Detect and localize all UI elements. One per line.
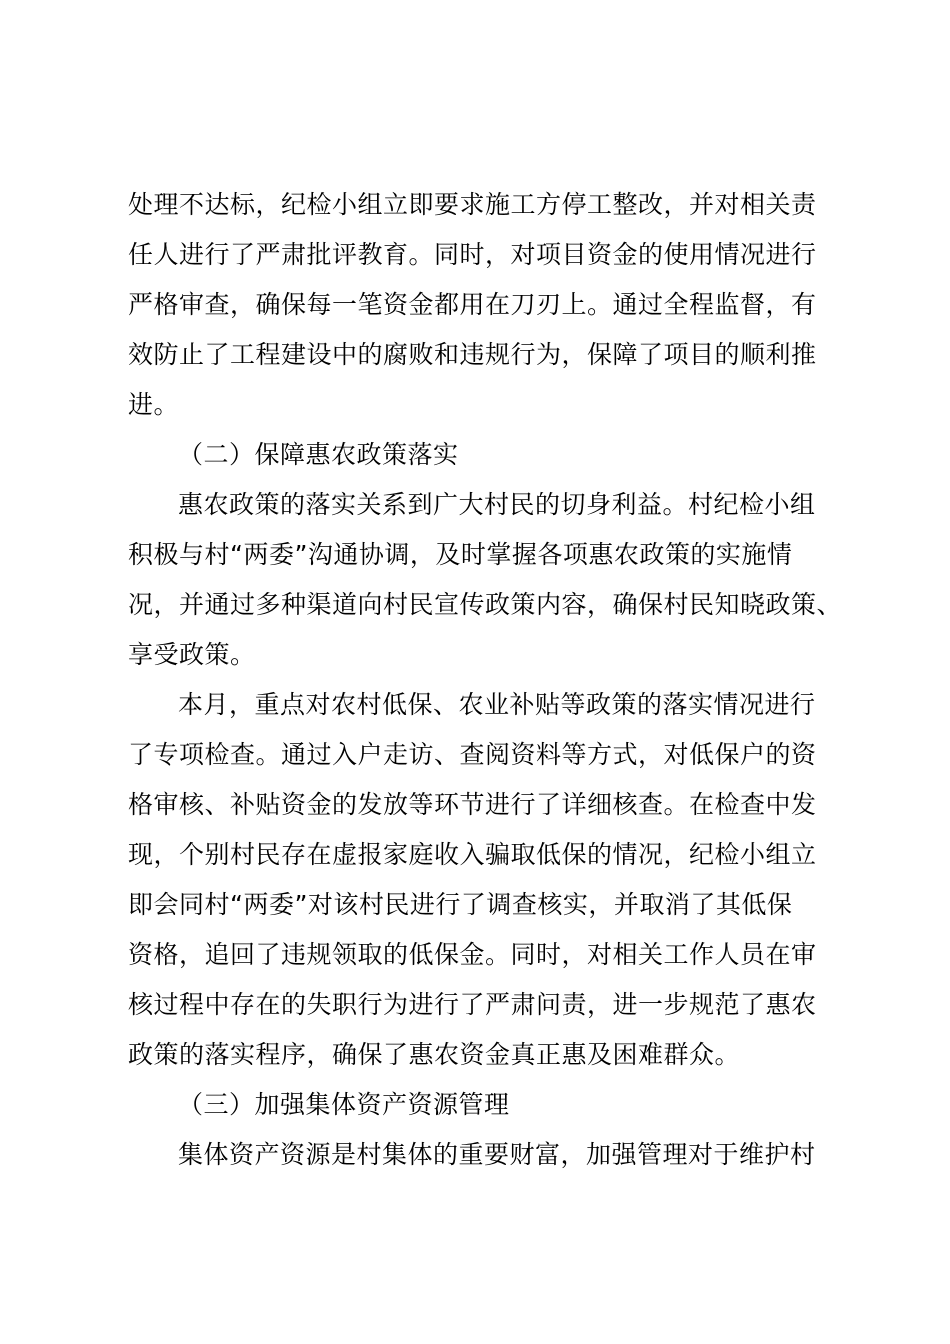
text-line: 况，并通过多种渠道向村民宣传政策内容，确保村民知晓政策、 [128,590,843,619]
body-text [128,180,843,1180]
section-heading: （二）保障惠农政策落实 [178,440,459,469]
text-line: 即会同村“两委”对该村民进行了调查核实，并取消了其低保 [128,890,793,919]
text-line: 处理不达标，纪检小组立即要求施工方停工整改，并对相关责 [128,190,817,219]
text-line: 任人进行了严肃批评教育。同时，对项目资金的使用情况进行 [128,240,817,269]
text-line: 享受政策。 [128,640,256,669]
text-line: 进。 [128,390,180,419]
text-line: 资格，追回了违规领取的低保金。同时，对相关工作人员在审 [128,940,817,969]
text-line: 积极与村“两委”沟通协调，及时掌握各项惠农政策的实施情 [128,540,793,569]
text-line: 政策的落实程序，确保了惠农资金真正惠及困难群众。 [128,1040,741,1069]
section-heading: （三）加强集体资产资源管理 [178,1090,510,1119]
text-line: 惠农政策的落实关系到广大村民的切身利益。村纪检小组 [178,490,816,519]
text-line: 核过程中存在的失职行为进行了严肃问责，进一步规范了惠农 [128,990,817,1019]
text-line: 严格审查，确保每一笔资金都用在刀刃上。通过全程监督，有 [128,290,817,319]
text-line: 本月，重点对农村低保、农业补贴等政策的落实情况进行 [178,690,816,719]
text-line: 格审核、补贴资金的发放等环节进行了详细核查。在检查中发 [128,790,817,819]
text-line: 了专项检查。通过入户走访、查阅资料等方式，对低保户的资 [128,740,817,769]
text-line: 效防止了工程建设中的腐败和违规行为，保障了项目的顺利推 [128,340,817,369]
text-line: 现，个别村民存在虚报家庭收入骗取低保的情况，纪检小组立 [128,840,817,869]
text-line: 集体资产资源是村集体的重要财富，加强管理对于维护村 [178,1140,816,1169]
